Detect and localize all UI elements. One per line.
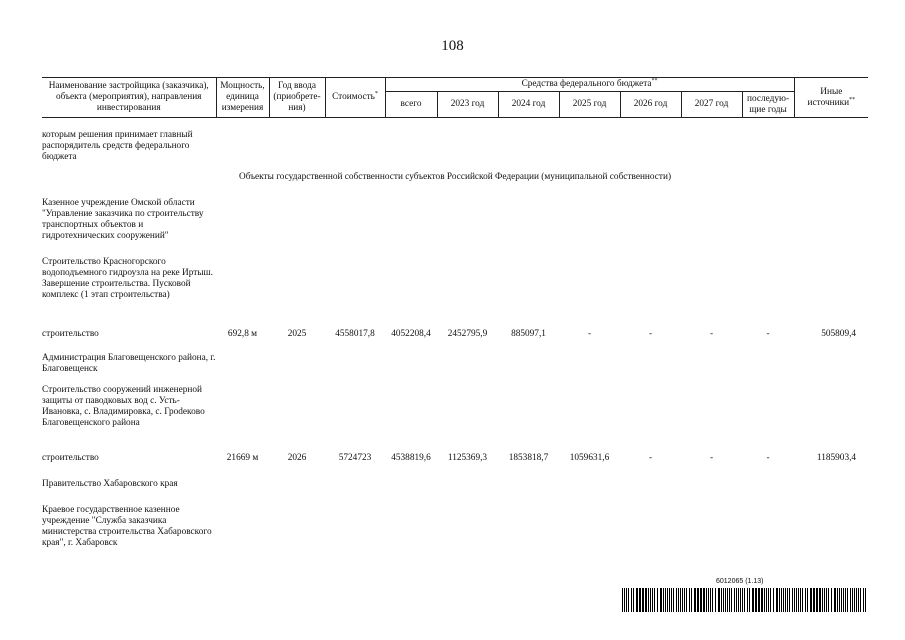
object-omsk: Строительство Красногорского водоподъемного гидроузла на реке Иртыш. Завершение строительства. Пусковой комплекс (1 этап строительства): [42, 256, 214, 300]
data-row-blag: [42, 453, 868, 479]
y2027-blag: -: [709, 452, 714, 463]
y2027-omsk: -: [709, 328, 714, 339]
data-row-omsk: [42, 329, 868, 353]
barcode-label: 6012065 (1.13): [716, 578, 764, 585]
object-blag: Строительство сооружений инженерной защиты от паводковых вод с. Усть-Ивановка, с. Владимировка, с. Грodeково Благовещенского района: [42, 384, 205, 428]
customer-blag: Администрация Благовещенского района, г. Благовещенск: [42, 352, 216, 374]
y2026-omsk: -: [648, 328, 653, 339]
cost-blag: 5724723: [338, 452, 372, 463]
capacity-omsk: 692,8 м: [227, 328, 258, 339]
customer-khab: Краевое государственное казенное учреждение "Служба заказчика министерства строительства Хабаровского края", г. Хабаровск: [42, 504, 212, 548]
header-federal-budget: Средства федерального бюджета**: [385, 78, 794, 92]
barcode-image: [622, 588, 866, 612]
total-omsk: 4052208,4: [391, 328, 431, 339]
y2024-omsk: 885097,1: [511, 328, 546, 339]
y2026-blag: -: [648, 452, 653, 463]
header-total: всего: [385, 92, 437, 118]
year-omsk: 2025: [287, 328, 307, 339]
header-name: Наименование застройщика (заказчика), объекта (мероприятия), направления инвестирования: [42, 78, 216, 118]
continuation-text: которым решения принимает главный распорядитель средств федерального бюджета: [42, 130, 193, 162]
y2025-blag: 1059631,6: [569, 452, 610, 463]
header-other-sources: Иные источники**: [794, 78, 868, 118]
y2023-omsk: 2452795,9: [447, 328, 488, 339]
header-later-years: последую-щие годы: [742, 92, 794, 118]
later-omsk: -: [766, 328, 770, 339]
header-2023: 2023 год: [437, 92, 498, 118]
section-title: Объекты государственной собственности субъектов Российской Федерации (муниципальной собственности): [239, 171, 672, 182]
other-blag: 1185903,4: [816, 452, 857, 463]
y2023-blag: 1125369,3: [447, 452, 488, 463]
header-2024: 2024 год: [498, 92, 559, 118]
direction-omsk: строительство: [42, 328, 99, 339]
later-blag: -: [766, 452, 770, 463]
y2024-blag: 1853818,7: [508, 452, 549, 463]
total-blag: 4538819,6: [391, 452, 431, 463]
page-number: 108: [441, 38, 464, 54]
header-2025: 2025 год: [559, 92, 620, 118]
header-2027: 2027 год: [681, 92, 742, 118]
year-blag: 2026: [287, 452, 307, 463]
khab-government: Правительство Хабаровского края: [42, 478, 178, 489]
capacity-blag: 21669 м: [226, 452, 259, 463]
header-cost: Стоимость*: [325, 78, 385, 118]
direction-blag: строительство: [42, 452, 99, 463]
header-2026: 2026 год: [620, 92, 681, 118]
header-capacity: Мощность, единица измерения: [216, 78, 269, 118]
header-year: Год ввода (приобрете-ния): [269, 78, 325, 118]
customer-omsk: Казенное учреждение Омской области "Управление заказчика по строительству транспортных объектов и гидротехнических сооружений": [42, 197, 204, 241]
budget-table: [42, 77, 868, 549]
other-omsk: 505809,4: [821, 328, 857, 339]
cost-omsk: 4558017,8: [335, 328, 375, 339]
y2025-omsk: -: [587, 328, 592, 339]
